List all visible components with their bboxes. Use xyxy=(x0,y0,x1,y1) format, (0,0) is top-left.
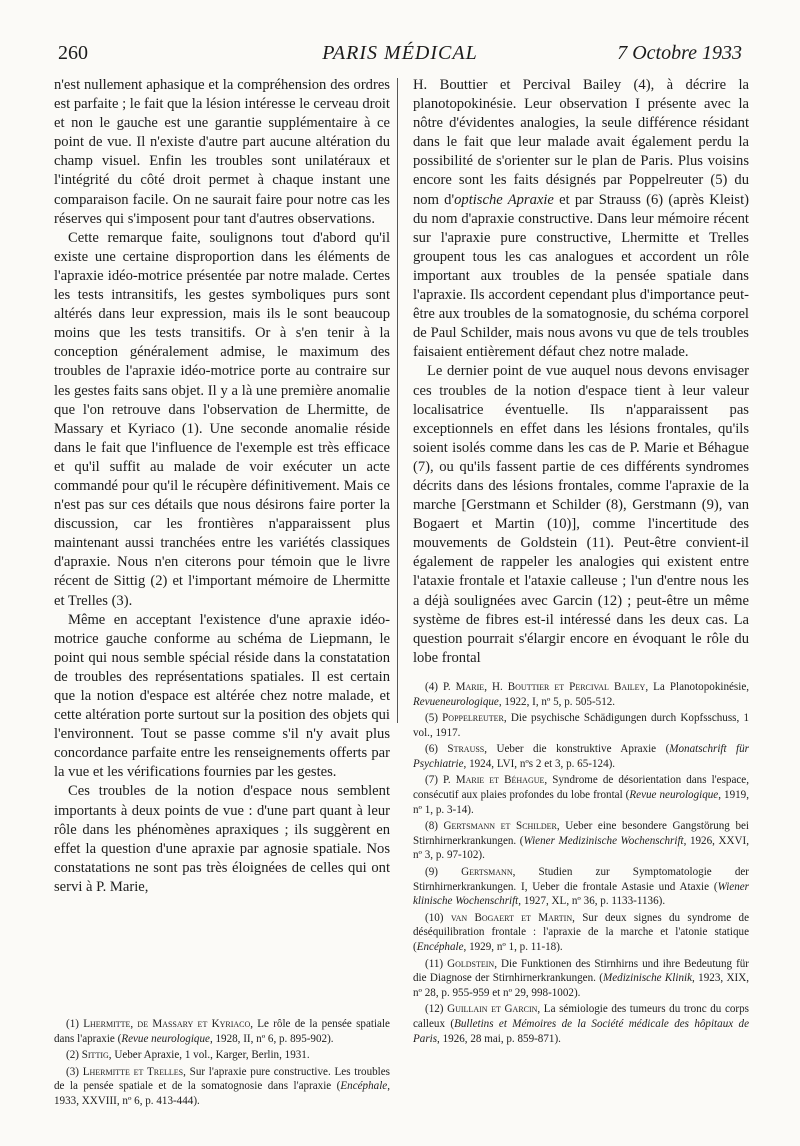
footnote: (11) Goldstein, Die Funktionen des Stirnhirns und ihre Bedeutung für die Diagnose der Stirnhirnerkrankungen. (Medizinische Klinik, 1923, XIX, nº 28, p. 955-959 et nº 29, 998-1002). xyxy=(413,957,750,999)
paragraph: Cette remarque faite, soulignons tout d'abord qu'il existe une certaine disproportion dans les éléments de l'apraxie idéo-motrice présentée par notre malade. Certes les tests intransitifs, les gestes symboliques purs sont altérés dans leur expression, mais ils le sont beaucoup moins que les tests transitifs. Or à s'en tenir à la conception généralement admise, le maximum des troubles de l'apraxie idéo-motrice porte au contraire sur les gestes faits sans objet. Il y a là une première anomalie que l'on retrouve dans l'observation de Lhermitte, de Massary et Kyriaco (1). Une seconde anomalie réside dans le fait que l'influence de l'exemple est très efficace et qu'il suffit au malade de voir exécuter un acte commandé pour qu'il le récupère définitivement. Mais ce n'est pas sur ces détails que nous désirons faire porter la discussion, car les frontières n'apparaissent plus maintenant aussi tranchées entre les variétés classiques d'apraxie. Nous n'en citerons pour témoin que le livre récent de Sittig (2) et l'important mémoire de Lhermitte et Trelles (3). xyxy=(54,229,390,609)
footnote: (3) Lhermitte et Trelles, Sur l'apraxie pure constructive. Les troubles de la pensée spatiale et de la somatognosie dans l'apraxie (Encéphale, 1933, XXVIII, nº 6, p. 413-444). xyxy=(54,1065,391,1107)
paragraph: n'est nullement aphasique et la compréhension des ordres est parfaite ; le fait que la lésion intéresse le cerveau droit et non le gauche est une garantie supplémentaire à ce point de vue. Il n'existe d'autre part aucune altération du champ visuel. Enfin les troubles sont unilatéraux et l'intégrité du côté droit permet à chaque instant une comparaison facile. On ne saurait faire pour notre cas les réserves qui s'imposent pour tant d'autres observations. xyxy=(54,77,390,227)
footnote: (8) Gertsmann et Schilder, Ueber eine besondere Gangstörung bei Stirnhirnerkrankungen. (Wiener Medizinische Wochenschrift, 1926, XXVI, nº 3, p. 97-102). xyxy=(413,820,750,862)
right-column xyxy=(413,76,749,1048)
running-header xyxy=(58,42,742,72)
footnotes-left xyxy=(54,1017,390,1111)
footnote: (9) Gertsmann, Studien zur Symptomatologie der Stirnhirnerkrankungen. I, Ueber die frontale Astasie und Ataxie (Wiener klinische Wochenschrift, 1927, XL, nº 36, p. 1133-1136). xyxy=(413,866,749,908)
footnote: (7) P. Marie et Béhague, Syndrome de désorientation dans l'espace, consécutif aux plaies profondes du lobe frontal (Revue neurologique, 1919, nº 1, p. 3-14). xyxy=(413,774,749,816)
paragraph: Même en acceptant l'existence d'une apraxie idéo-motrice gauche conforme au schéma de Liepmann, le point qui nous semble spécial réside dans la constatation de troubles des représentations spatiales. Il est certain que la notion d'espace est altérée chez notre malade, et cette altération porte surtout sur la position des objets qui l'environnent. Tout se passe comme s'il n'y avait plus concordance parfaite entre les renseignements offerts par la vue et les vérifications fournies par les gestes. xyxy=(54,611,390,781)
journal-title: PARIS MÉDICAL xyxy=(322,42,478,64)
footnote: (2) Sittig, Ueber Apraxie, 1 vol., Karger, Berlin, 1931. xyxy=(66,1049,310,1062)
footnote: (4) P. Marie, H. Bouttier et Percival Bailey, La Planotopokinésie, Revueneurologique, 1922, I, nº 5, p. 505-512. xyxy=(413,680,750,708)
paragraph: Le dernier point de vue auquel nous devons envisager ces troubles de la notion d'espace tient à leur valeur localisatrice éventuelle. Ils n'apparaissent pas exceptionnels en effet dans les lésions frontales, qu'ils soient isolés comme dans les cas de P. Marie et Béhague (7), ou qu'ils fassent partie de ces différents syndromes décrits dans des lésions frontales, comme l'apraxie de la marche [Gerstmann et Schilder (8), Gerstmann (9), van Bogaert et Martin (10)], comme l'incertitude des mouvements de Goldstein (11). Peut-être convient-il également de rappeler les analogies qui existent entre l'ataxie frontale et l'ataxie calleuse ; l'un d'entre nous les a déjà soulignées avec Garcin (12) ; peut-être un même système de fibres est-il intéressé dans les deux cas. La question pourrait s'élargir encore en évoquant le rôle du lobe frontal xyxy=(413,363,749,666)
footnote: (12) Guillain et Garcin, La sémiologie des tumeurs du tronc du corps calleux (Bulletins et Mémoires de la Société médicale des hôpitaux de Paris, 1926, 28 mai, p. 859-871). xyxy=(413,1003,749,1045)
footnotes-right xyxy=(413,680,749,1046)
page-number: 260 xyxy=(58,42,88,64)
footnote: (1) Lhermitte, de Massary et Kyriaco, Le rôle de la pensée spatiale dans l'apraxie (Revue neurologique, 1928, II, nº 6, p. 895-902). xyxy=(54,1018,390,1045)
issue-date: 7 Octobre 1933 xyxy=(617,42,742,64)
paragraph: Ces troubles de la notion d'espace nous semblent importants à deux points de vue : d'une part quant à leur rôle dans les phénomènes apraxiques ; ils suggèrent en effet la question d'une apraxie par agnosie spatiale. Nos constatations ne sont pas très éloignées de celles qui ont servi à P. Marie, xyxy=(54,783,390,895)
footnote: (10) van Bogaert et Martin, Sur deux signes du syndrome de déséquilibration frontale : l'apraxie de la marche et l'atonie statique (Encéphale, 1929, nº 1, p. 11-18). xyxy=(413,911,749,953)
footnote: (6) Strauss, Ueber die konstruktive Apraxie (Monatschrift für Psychiatrie, 1924, LVI, nºs 2 et 3, p. 65-124). xyxy=(413,743,749,770)
paragraph: H. Bouttier et Percival Bailey (4), à décrire la planotopokinésie. Leur observation I présente avec la nôtre d'évidentes analogies, la seule différence résidant dans le fait que leur malade avait également perdu la possibilité de s'orienter sur le plan de Paris. Plus voisins encore sont les faits désignés par Poppelreuter (5) du nom d'optische Apraxie et par Strauss (6) (après Kleist) du nom d'apraxie constructive. Dans leur mémoire récent sur l'apraxie pure constructive, Lhermitte et Trelles groupent tous les cas analogues et accordent un rôle important aux troubles de la pensée spatiale dans l'apraxie. Ils accordent cependant plus d'importance peut-être aux troubles de la somatognosie, du schéma corporel de Paul Schilder, mais nous avons vu que de tels troubles faisaient entièrement défaut chez notre malade. xyxy=(413,77,749,361)
footnote: (5) Poppelreuter, Die psychische Schädigungen durch Kopfsschuss, 1 vol., 1917. xyxy=(413,712,749,739)
left-column xyxy=(54,76,390,897)
column-divider xyxy=(397,78,398,723)
